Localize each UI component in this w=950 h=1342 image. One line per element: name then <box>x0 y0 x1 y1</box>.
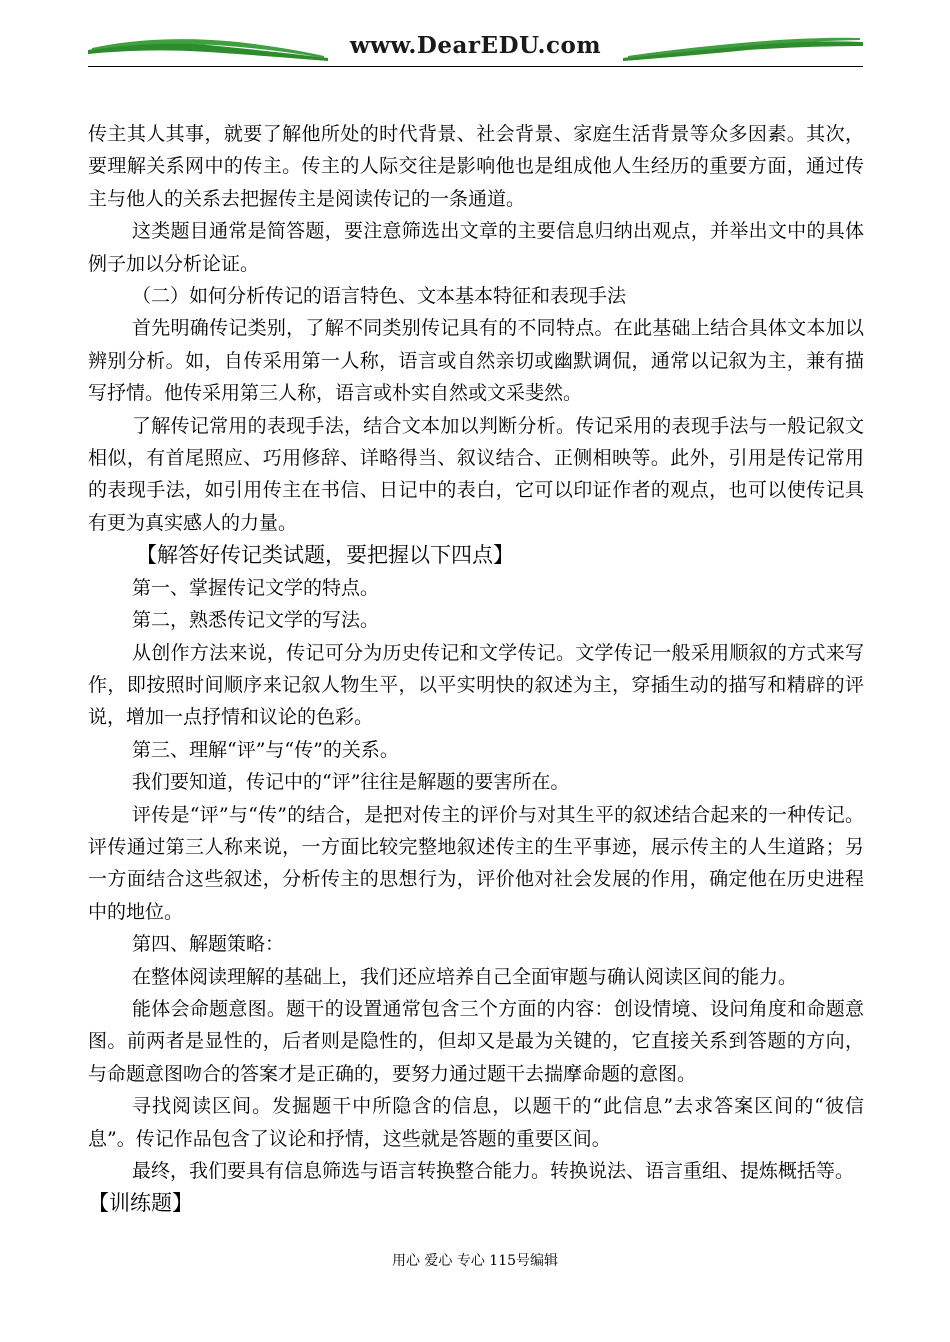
paragraph: 评传是“评”与“传”的结合，是把对传主的评价与对其生平的叙述结合起来的一种传记。评传通过第三人称来说，一方面比较完整地叙述传主的生平事迹，展示传主的人生道路；另一方面结合这些叙述，分析传主的思想行为，评价他对社会发展的作用，确定他在历史进程中的地位。 <box>88 803 864 923</box>
paragraph: 首先明确传记类别，了解不同类别传记具有的不同特点。在此基础上结合具体文本加以辨别分析。如，自传采用第一人称，语言或自然亲切或幽默调侃，通常以记叙为主，兼有描写抒情。他传采用第三人称，语言或朴实自然或文采斐然。 <box>88 317 864 405</box>
paragraph: 最终，我们要具有信息筛选与语言转换整合能力。转换说法、语言重组、提炼概括等。 <box>132 1160 855 1182</box>
paragraph: 了解传记常用的表现手法，结合文本加以判断分析。传记采用的表现手法与一般记叙文相似，有首尾照应、巧用修辞、详略得当、叙议结合、正侧相映等。此外，引用是传记常用的表现手法，如引用传主在书信、日记中的表白，它可以印证作者的观点，也可以使传记具有更为真实感人的力量。 <box>88 414 864 534</box>
paragraph: 寻找阅读区间。发掘题干中所隐含的信息，以题干的“此信息”去求答案区间的“彼信息”。传记作品包含了议论和抒情，这些就是答题的重要区间。 <box>88 1095 864 1150</box>
paragraph: 第四、解题策略： <box>132 933 285 956</box>
header-divider <box>88 66 863 67</box>
paragraph: 第二，熟悉传记文学的写法。 <box>132 609 380 632</box>
page-footer: 用心 爱心 专心 115号编辑 <box>391 1253 559 1269</box>
header-site-name: www.DearEDU.com <box>349 32 602 59</box>
paragraph: 第三、理解“评”与“传”的关系。 <box>132 738 399 761</box>
paragraph: 第一、掌握传记文学的特点。 <box>132 576 380 599</box>
paragraph: 传主其人其事，就要了解他所处的时代背景、社会背景、家庭生活背景等众多因素。其次，要理解关系网中的传主。传主的人际交往是影响他也是组成他人生经历的重要方面，通过传主与他人的关系去把握传主是阅读传记的一条通道。 <box>88 123 864 210</box>
section-heading: （二）如何分析传记的语言特色、文本基本特征和表现手法 <box>132 285 627 308</box>
paragraph: 我们要知道，传记中的“评”往往是解题的要害所在。 <box>132 771 570 794</box>
paragraph: 能体会命题意图。题干的设置通常包含三个方面的内容：创设情境、设问角度和命题意图。前两者是显性的，后者则是隐性的，但却又是最为关键的，它直接关系到答题的方向，与命题意图吻合的答案才是正确的，要努力通过题干去揣摩命题的意图。 <box>88 997 864 1085</box>
training-heading: 【训练题】 <box>88 1191 193 1216</box>
paragraph: 从创作方法来说，传记可分为历史传记和文学传记。文学传记一般采用顺叙的方式来写作，即按照时间顺序来记叙人物生平，以平实明快的叙述为主，穿插生动的描写和精辟的评说，增加一点抒情和议论的色彩。 <box>88 641 864 729</box>
paragraph: 在整体阅读理解的基础上，我们还应培养自己全面审题与确认阅读区间的能力。 <box>132 965 798 988</box>
paragraph: 这类题目通常是简答题，要注意筛选出文章的主要信息归纳出观点，并举出文中的具体例子加以分析论证。 <box>88 220 864 275</box>
document-body <box>88 118 864 1220</box>
bold-heading: 【解答好传记类试题，要把握以下四点】 <box>136 543 514 568</box>
